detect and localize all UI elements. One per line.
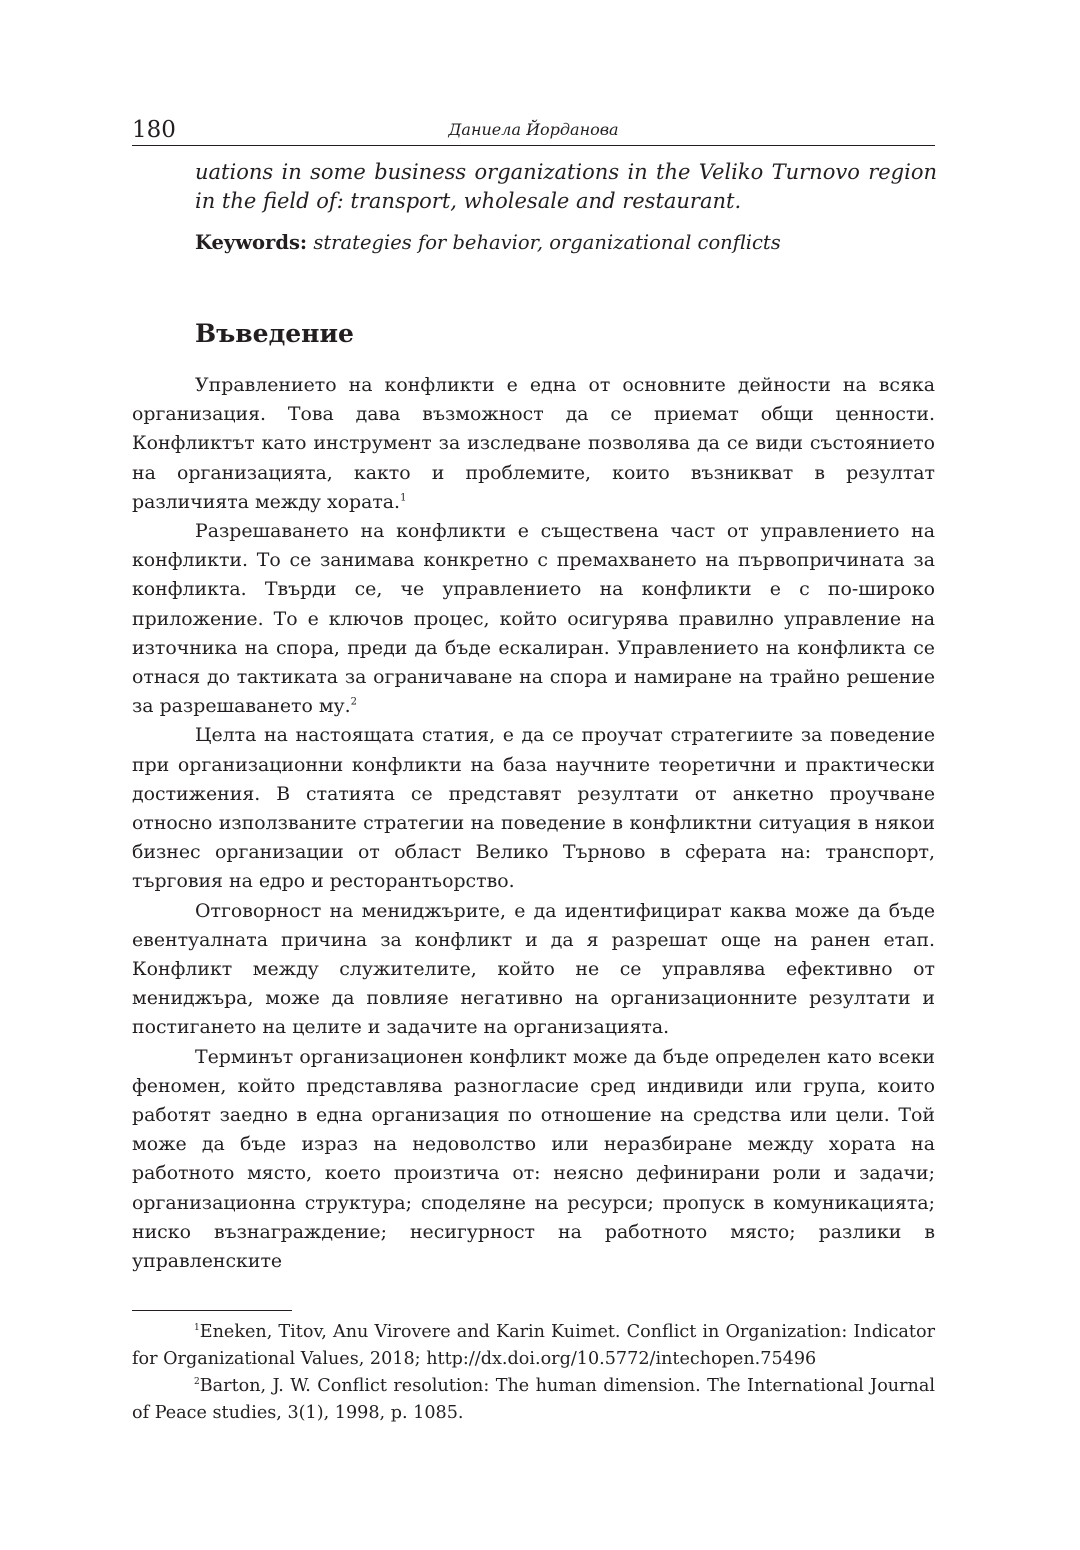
paragraph-text: Терминът организационен конфликт може да бъде определен като всеки феномен, който представлява разногласие сред индивиди или група, които работят заедно в една организация по отношение на средства или цели. Той може да бъде израз на недоволство или неразбиране между хората на работното място, което произтича от: неясно дефинирани роли и задачи; организационна структура; споделяне на ресурси; пропуск в комуникацията; ниско възнаграждение; несигурност на работното място; разлики в управленските: [132, 1045, 935, 1273]
keywords-line: [195, 228, 937, 258]
abstract-text: uations in some business organizations in the Veliko Turnovo region in the field of: transport, wholesale and restaurant.: [195, 160, 937, 213]
header-rule: [132, 145, 935, 146]
paragraph: [132, 371, 935, 517]
running-head-author: Даниела Йорданова: [448, 120, 619, 139]
footnote-ref[interactable]: 1: [400, 492, 407, 504]
paragraph: [132, 721, 935, 896]
paragraph: [132, 1043, 935, 1277]
body-text: [132, 371, 935, 1276]
paragraph-text: Целта на настоящата статия, е да се проучат стратегиите за поведение при организационни конфликти на база научните теоретични и практически достижения. В статията се представят резултати от анкетно проучване относно използваните стратегии на поведение в конфликтни ситуация в някои бизнес организации от област Велико Търново в сферата на: транспорт, търговия на едро и ресторантьорство.: [132, 724, 935, 893]
footnote-separator: [132, 1310, 292, 1311]
paragraph-text: Отговорност на мениджърите, е да идентифицират каква може да бъде евентуалната причина за конфликт и да я разрешат още на ранен етап. Конфликт между служителите, който не се управлява ефективно от мениджъра, може да повлияе негативно на организационните резултати и постигането на целите и задачите на организацията.: [132, 899, 935, 1039]
section-heading: Въведение: [195, 319, 354, 348]
paragraph: [132, 517, 935, 721]
footnote-number: 1: [194, 1323, 200, 1334]
footnote: [132, 1319, 935, 1373]
keywords-label: Keywords:: [195, 231, 308, 254]
paragraph-text: Разрешаването на конфликти е съществена част от управлението на конфликти. То се занимава конкретно с премахването на първопричината за конфликта. Твърди се, че управлението на конфликти е с по-широко приложение. То е ключов процес, който осигурява правилно управление на източника на спора, преди да бъде ескалиран. Управлението на конфликта се отнася до тактиката за ограничаване на спора и намиране на трайно решение за разрешаването му.: [132, 520, 935, 718]
paragraph: [132, 897, 935, 1043]
running-head: [132, 116, 935, 146]
footnote: [132, 1373, 935, 1427]
footnotes: [132, 1319, 935, 1427]
footnote-number: 2: [194, 1377, 200, 1388]
footnote-ref[interactable]: 2: [350, 696, 358, 708]
page-number: 180: [132, 117, 176, 143]
footnote-text: Barton, J. W. Conflict resolution: The human dimension. The International Journal of Peace studies, 3(1), 1998, p. 1085.: [132, 1376, 935, 1423]
abstract-continuation: [195, 158, 937, 216]
footnote-text: Eneken, Titov, Anu Virovere and Karin Kuimet. Conflict in Organization: Indicator for Organizational Values, 2018; http://dx.doi.org/10.5772/intechopen.75496: [132, 1322, 935, 1369]
paragraph-text: Управлението на конфликти е една от основните дейности на всяка организация. Това дава възможност да се приемат общи ценности. Конфликтът като инструмент за изследване позволява да се види състоянието на организацията, както и проблемите, които възникват в резултат различията между хората.: [132, 374, 935, 513]
keywords-list: strategies for behavior, organizational conflicts: [313, 231, 781, 254]
